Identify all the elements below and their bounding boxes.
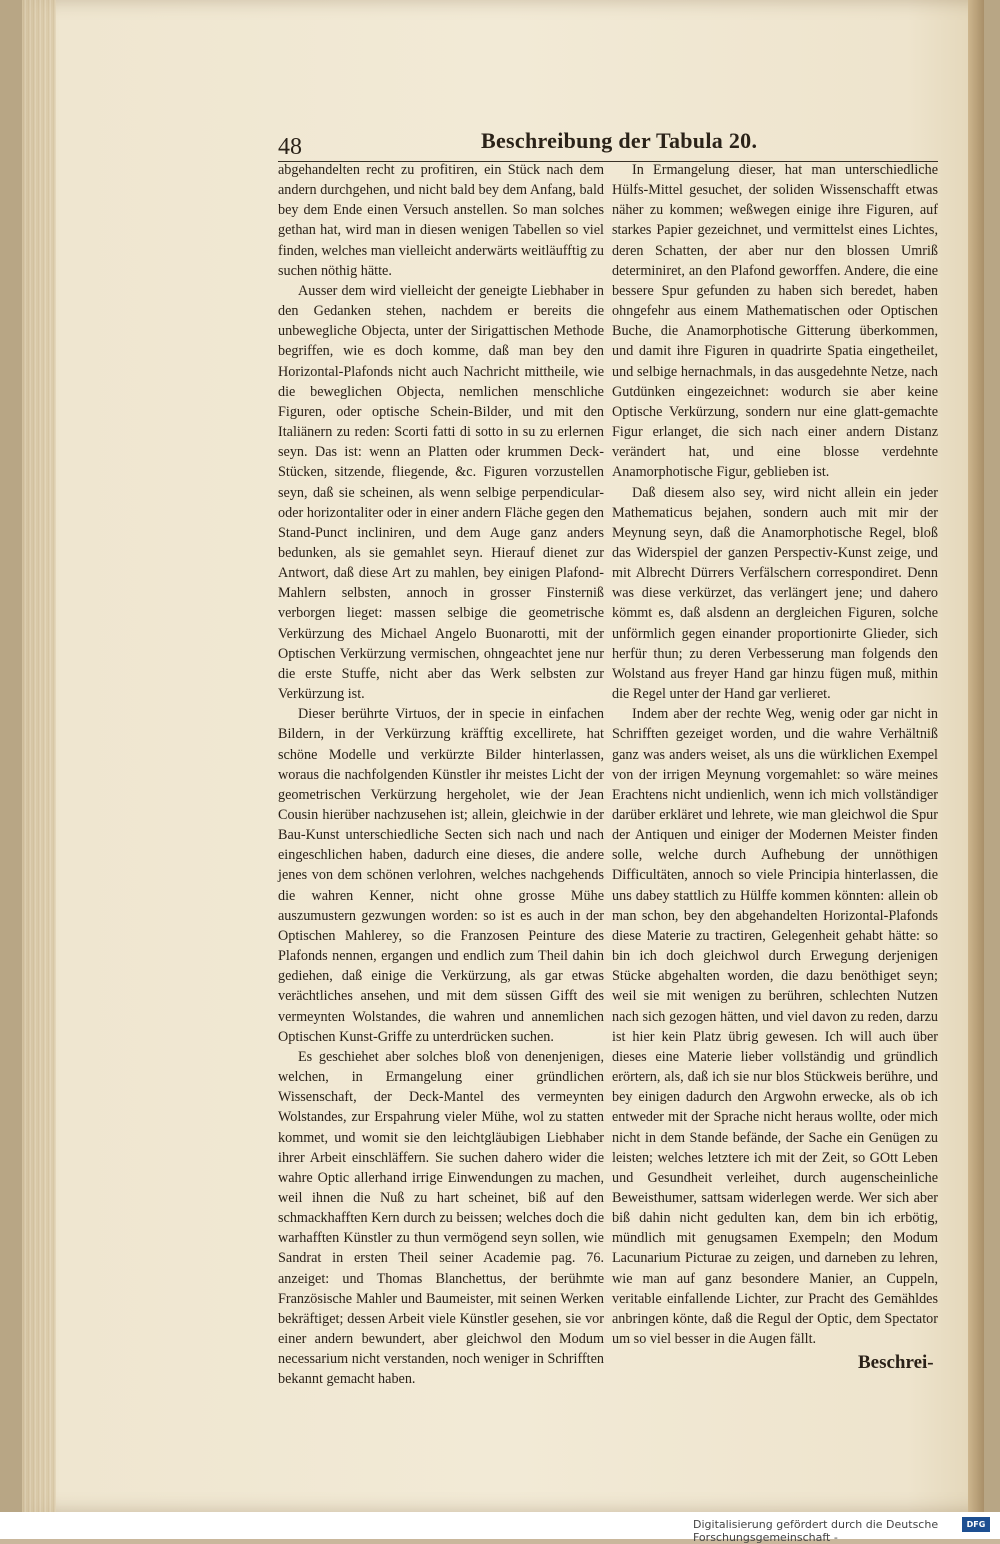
paragraph: Indem aber der rechte Weg, wenig oder gar nicht in Schrifften gezeiget worden, und die wahre Verhältniß ganz was anders weiset, als uns die würklichen Exempel von der irrigen Meynung vorgemahlet: so wäre meines Erachtens nicht undienlich, wenn ich mich vollständiger darüber erkläret und lehrete, wie man gleichwol die Spur der Antiquen und einiger der Modernen Meister finden solle, welche durch Aufhebung der unnöthigen Difficultäten, annoch so viele Principia hinterlassen, die uns dabey stattlich zu Hülffe kommen könnten: allein ob man schon, bey den abgehandelten Horizontal-Plafonds diese Materie zu tractiren, Gelegenheit gehabt hätte: so bin ich doch gleichwol durch Erwegung derjenigen Stücke abgehalten worden, die dazu benöthiget seyn; weil sie mit wenigen zu berühren, schlechten Nutzen nach sich gezogen hätten, und viel davon zu reden, darzu ist hier kein Platz übrig gewesen. Ich will auch über dieses eine Materie lieber vollständig und gründlich erörtern, als, daß ich sie nur blos Stückweis berühre, und bey einigen dadurch den Argwohn erwecke, als ob ich entweder mit der Sprache nicht heraus wollte, oder mich nicht in dem Stande befände, der Sache ein Genügen zu leisten; welches letztere ich mit der Zeit, so GOtt Leben und Gesundheit verleihet, durch augenscheinliche Beweisthumer, sattsam widerlegen werde. Wer sich aber biß dahin nicht gedulten kan, dem bin ich erbötig, mündlich mit genugsamen Exempeln; den Modum Lacunarium Picturae zu zeigen, und darneben zu lehren, wie man auf ganz besondere Manier, an Cuppeln, veritable einfallende Lichter, zur Pracht des Gemähldes anbringen könte, daß die Regul der Optic, dem Spectator um so viel besser in die Augen fällt.	[612, 706, 938, 1348]
page-edge-stack	[22, 0, 56, 1512]
paragraph: Es geschiehet aber solches bloß von denenjenigen, welchen, in Ermangelung einer gründlichen Wissenschaft, der Deck-Mantel des vermeynten Wolstandes, zur Erspahrung vieler Mühe, wol zu statten kommet, und womit sie den leichtgläubigen Liebhaber ihrer Arbeit einschläffern. Sie suchen dahero wider die wahre Optic allerhand irrige Einwendungen zu machen, weil ihnen die Nuß zu hart scheinet, biß auf den schmackhafften Kern durch zu beissen; welches doch die warhafften Künstler zu thun vermögend seyn sollen, wie Sandrat in ersten Theil seiner Academie pag. 76. anzeiget: und Thomas Blanchettus, der berühmte Französische Mahler und Baumeister, mit seinen Werken bekräftiget; dessen Arbeit viele Künstler gesehen, sie vor einer andern bewundert, aber gleichwol den Modum necessarium nicht verstanden, noch weniger in Schrifften bekannt gemacht haben.	[278, 1048, 604, 1388]
footer-credit: Digitalisierung gefördert durch die Deutsche Forschungsgemeinschaft -	[693, 1518, 939, 1544]
running-title: Beschreibung der Tabula 20.	[481, 128, 758, 153]
paragraph: Daß diesem also sey, wird nicht allein ein jeder Mathematicus bejahen, sondern auch mit mir der Meynung seyn, daß die Anamorphotische Regel, bloß das Widerspiel der ganzen Perspectiv-Kunst zeige, und mit Albrecht Dürrers Verfälschern correspondiret. Denn was diese verkürzet, das verlängert jene; und dahero kömmt es, daß alsdenn an dergleichen Figuren, solche unförmlich gegen einander proportionirte Glieder, sich herfür thun; zu deren Verbesserung man folgends den Wolstand aus freyer Hand gar hinzu fügen muß, mithin die Regel unter der Hand gar verlieret.	[612, 484, 938, 703]
digitization-footer	[0, 1512, 1000, 1544]
paragraph: abgehandelten recht zu profitiren, ein Stück nach dem andern durchgehen, und nicht bald bey dem Anfang, bald bey dem Ende einen Versuch anstellen. So man solches gethan hat, wird man in diesen wenigen Tabellen so viel finden, welches man vielleicht anderwärts weitläufftig zu suchen nöthig hätte.	[278, 162, 604, 279]
paragraph: Ausser dem wird vielleicht der geneigte Liebhaber in den Gedanken stehen, nachdem er bereits die unbewegliche Objecta, unter der Sirigattischen Methode begriffen, wie es doch komme, daß man bey den Horizontal-Plafonds nicht auch Nachricht mittheile, wie die beweglichen Objecta, nemlichen menschliche Figuren, oder optische Schein-Bilder, und mit den Italiänern zu reden: Scorti fatti di sotto in su zu erlernen seyn. Das ist: wenn an Platten oder krummen Deck-Stücken, sitzende, fliegende, &c. Figuren vorzustellen seyn, daß sie scheinen, als wenn selbige perpendicular- oder horizontaliter oder in einer andern Fläche gegen den Stand-Punct incliniren, und dem Auge ganz anders bedunken, als sie gemahlet seyn. Hierauf dienet zur Antwort, daß diese Art zu mahlen, bey einigen Plafond-Mahlern selbsten, annoch in grosser Finsterniß verborgen lieget: massen selbige die geometrische Verkürzung des Michael Angelo Buonarotti, mit der Optischen Verkürzung vermischen, ohngeachtet jene nur die erste Stuffe, nicht aber das Werk selbsten zur Verkürzung ist.	[278, 282, 604, 703]
catchword: Beschrei-	[858, 1352, 934, 1373]
paragraph: Dieser berührte Virtuos, der in specie in einfachen Bildern, in der Verkürzung kräfftig excellirete, hat schöne Modelle und verkürzte Bilder hinterlassen, woraus die nachfolgenden Künstler ihr meistes Licht der geometrischen Verkürzung hergeholet, wie der Jean Cousin hierüber nachzusehen ist; allein, gleichwie in der Bau-Kunst unterschiedliche Secten sich nach und nach eingeschlichen haben, dadurch eine dieses, die andere jenes von dem schönen verlohren, welches nachgehends die wahren Kenner, nicht ohne grosse Mühe auszumustern gezwungen worden: so ist es auch in der Optischen Mahlerey, so die Franzosen Peinture des Plafonds nennen, ergangen und endlich zum Theil dahin gediehen, daß einige die Verkürzung, als gar etwas verächtliches ansehen, und mit dem süssen Gifft des vermeynten Wolstandes, die wahren und annemlichen Optischen Kunst-Griffe zu unterdrücken suchen.	[278, 706, 604, 1045]
left-column	[278, 160, 604, 1390]
paragraph: In Ermangelung dieser, hat man unterschiedliche Hülfs-Mittel gesuchet, der soliden Wissenschafft etwas näher zu kommen; weßwegen einige ihre Figuren, auf starkes Papier gezeichnet, und vermittelst eines Lichtes, deren Schatten, der aber nur den blossen Umriß determiniret, an den Plafond geworffen. Andere, die eine bessere Spur gefunden zu haben sich beredet, haben ohngefehr aus einem Mathematischen oder Optischen Buche, die Anamorphotische Gitterung überkommen, und damit ihre Figuren in quadrirte Spatia eingetheilet, und selbige hernachmals, in das ausgedehnte Netze, nach Gutdünken eingezeichnet: wodurch sie aber keine Optische Verkürzung, sondern nur eine glatt-gemachte Figur erlanget, die sich nach einer andern Distanz verändert hat, und eine blosse verdehnte Anamorphotische Figur, geblieben ist.	[612, 162, 938, 481]
page-header	[278, 128, 938, 164]
page-number: 48	[278, 134, 302, 160]
binding-strip	[968, 0, 984, 1512]
dfg-logo-icon: DFG	[962, 1517, 990, 1532]
right-column	[612, 160, 938, 1349]
